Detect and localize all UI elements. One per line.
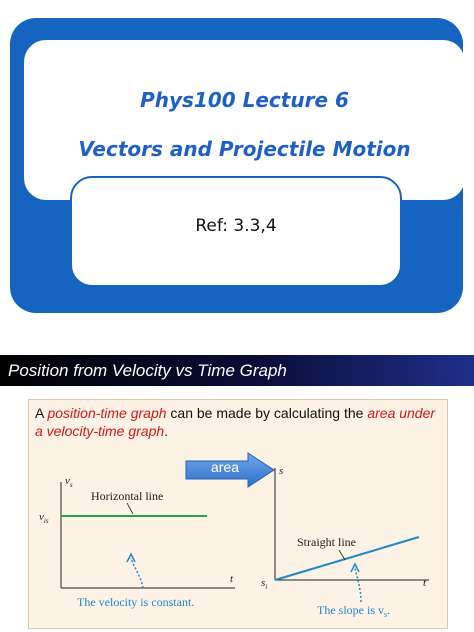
left-graph-caption: The velocity is constant. (77, 595, 195, 609)
slide-header (0, 355, 474, 386)
caption-pointer-right (355, 568, 361, 602)
caption-pointer-left (131, 558, 143, 588)
right-y-axis-label: s (279, 465, 284, 477)
caption-arrowhead-right (351, 564, 359, 572)
reference-box (70, 176, 402, 287)
intro-part2: can be made by calculating the (166, 405, 368, 421)
right-x-axis-label: t (423, 577, 427, 589)
slide-header-title: Position from Velocity vs Time Graph (8, 361, 287, 380)
position-time-graph (259, 460, 439, 620)
intro-part1: A (35, 405, 48, 421)
right-graph-caption: The slope is $v_s$. (317, 603, 391, 619)
lecture-title: Phys100 Lecture 6 (140, 88, 349, 112)
intro-highlight-position-time: position-time graph (47, 405, 167, 421)
content-slide (0, 355, 474, 632)
lecture-subtitle: Vectors and Projectile Motion (78, 137, 411, 161)
straight-line-pointer (339, 550, 345, 560)
horizontal-line-pointer (127, 503, 133, 514)
content-panel (28, 399, 448, 629)
intro-highlight-area: area under a velocity-time graph (35, 405, 436, 439)
intro-part3: . (164, 423, 169, 439)
horizontal-line-label: Horizontal line (91, 489, 164, 503)
left-x-axis-label: t (230, 573, 234, 585)
right-y-value-label: $s_i$ (261, 577, 268, 591)
velocity-time-graph (35, 470, 240, 620)
straight-line-label: Straight line (297, 535, 356, 549)
intro-text (35, 404, 443, 440)
arrow-label: area (211, 459, 240, 475)
left-y-axis-label: $v_s$ (65, 475, 73, 489)
left-y-value-label: $v_{is}$ (39, 511, 49, 525)
reference-text: Ref: 3.3,4 (195, 216, 277, 236)
